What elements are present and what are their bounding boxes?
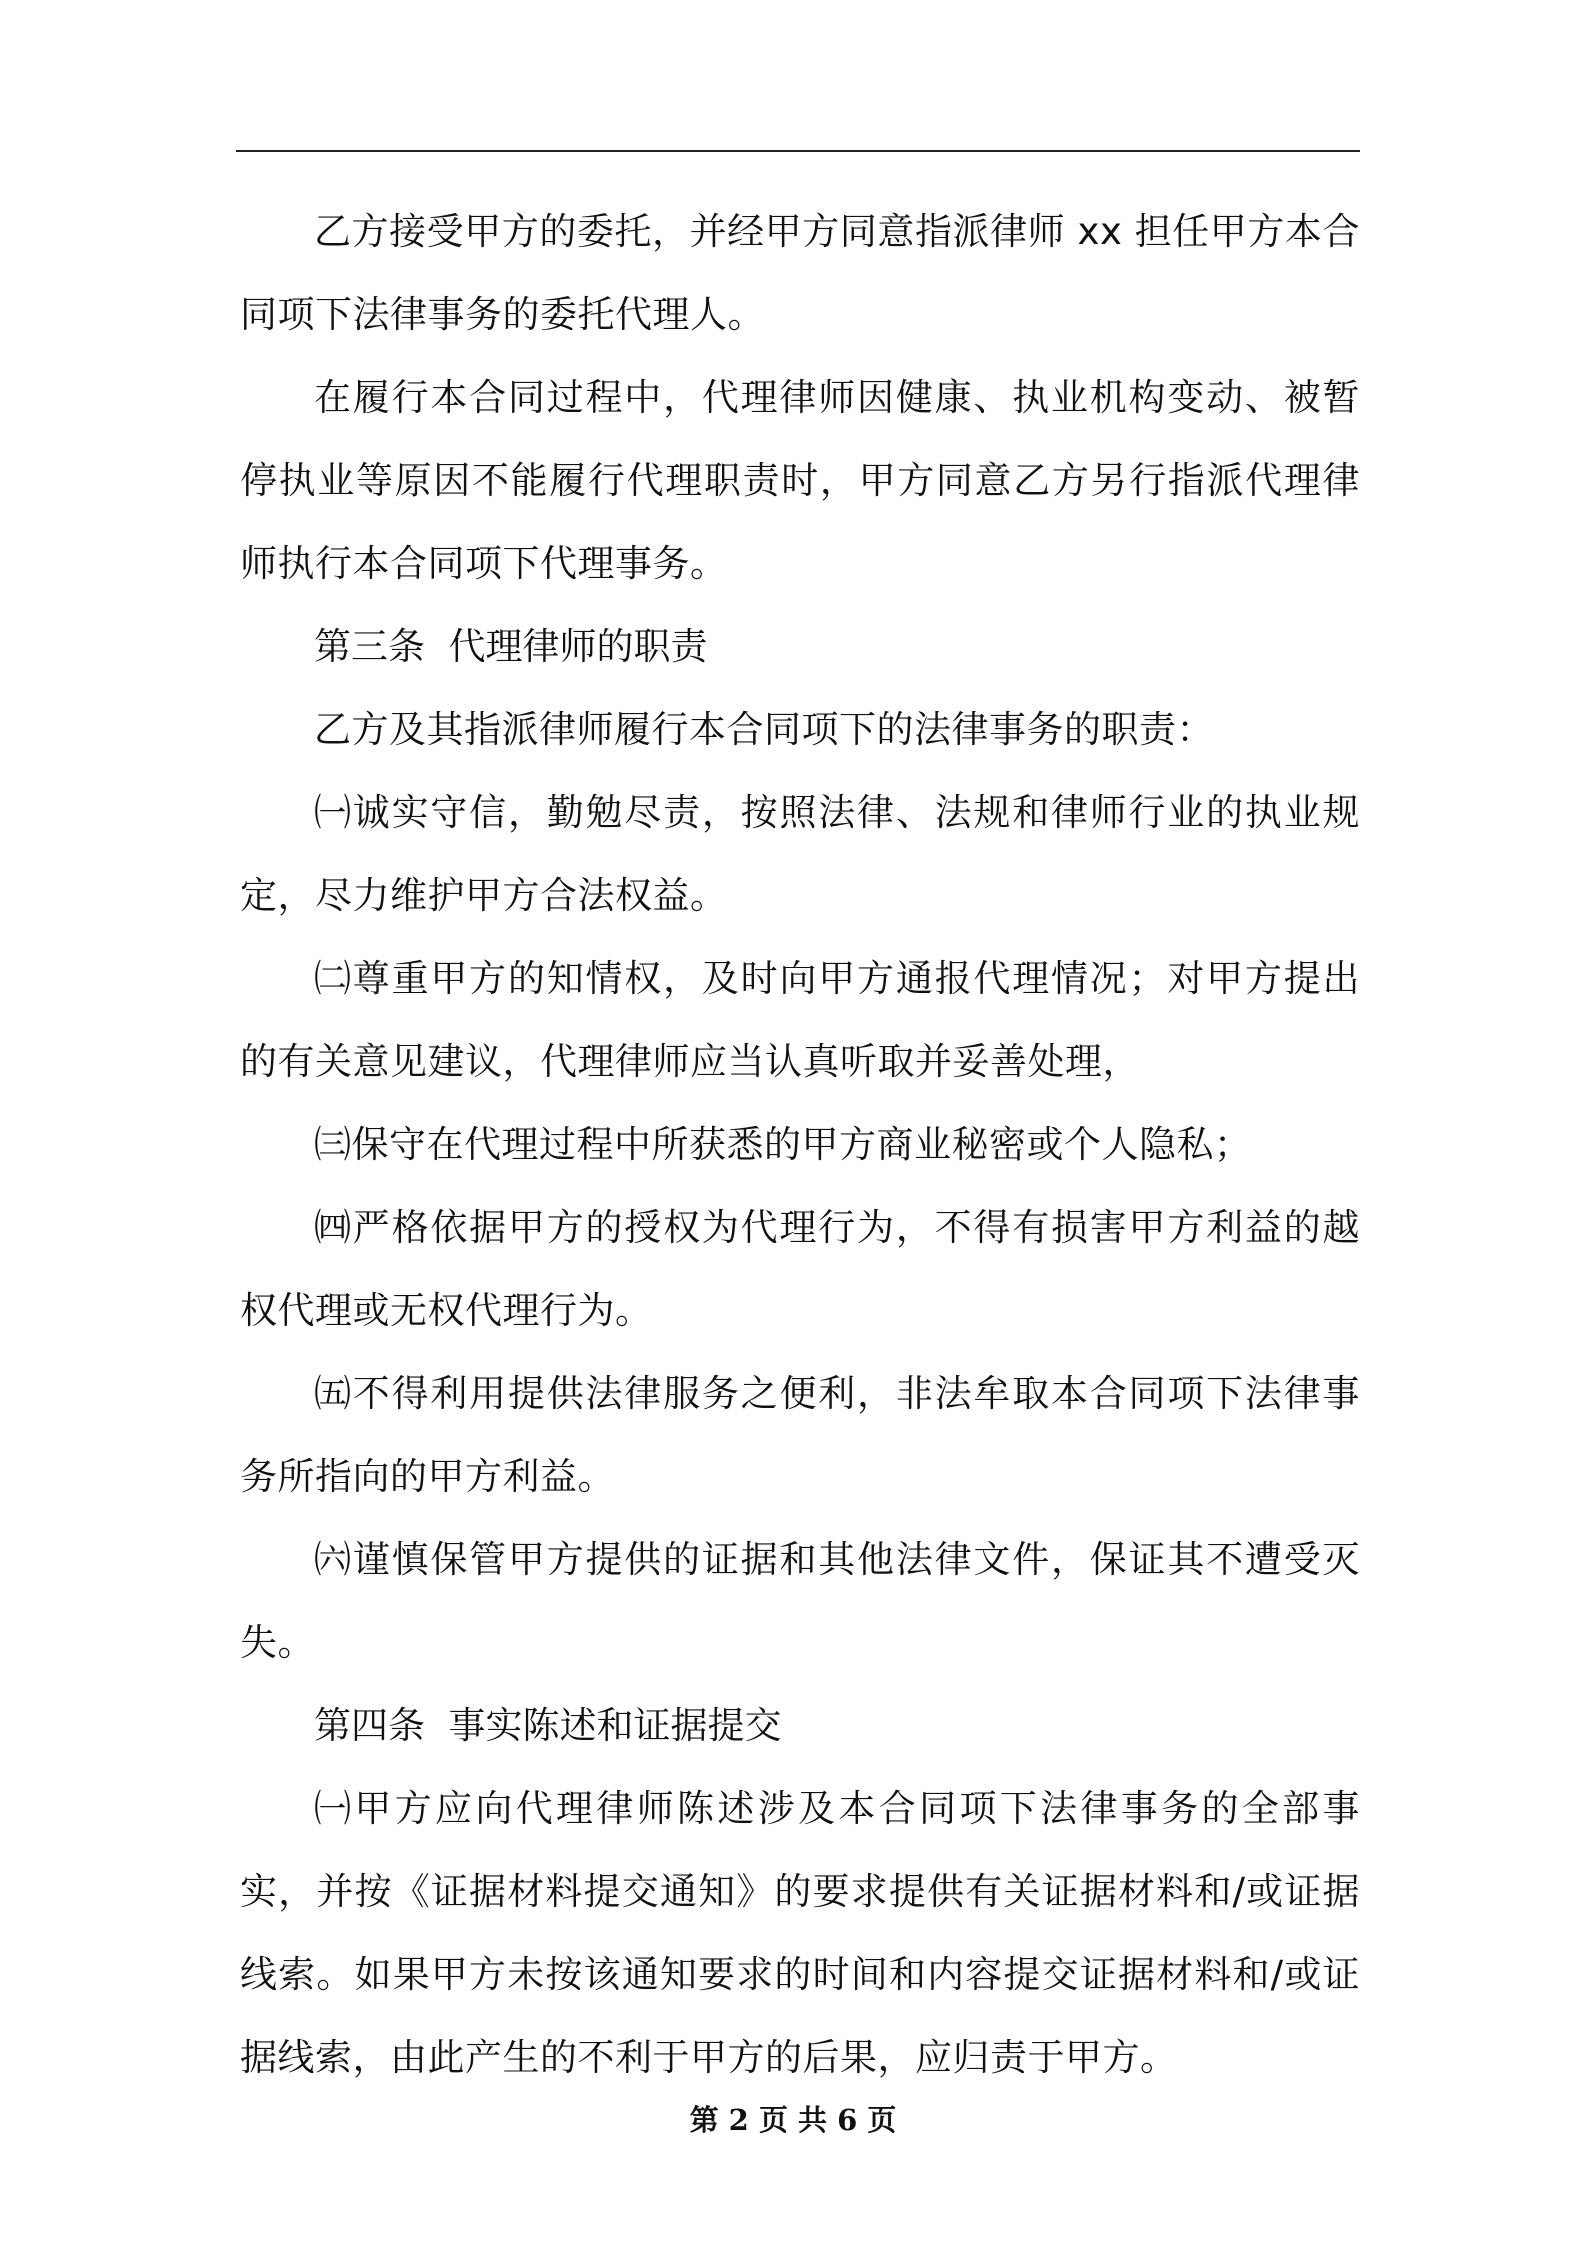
list-item: ㈤不得利用提供法律服务之便利，非法牟取本合同项下法律事务所指向的甲方利益。 (240, 1372, 1360, 1498)
article-heading: 第四条 事实陈述和证据提交 (314, 1704, 782, 1747)
list-item: ㈣严格依据甲方的授权为代理行为，不得有损害甲方利益的越权代理或无权代理行为。 (240, 1206, 1360, 1332)
list-item: ㈢保守在代理过程中所获悉的甲方商业秘密或个人隐私； (314, 1123, 1252, 1166)
paragraph: 乙方接受甲方的委托，并经甲方同意指派律师 xx 担任甲方本合同项下法律事务的委托代理人。 (240, 210, 1360, 336)
header-rule (236, 150, 1360, 152)
list-item: ㈠甲方应向代理律师陈述涉及本合同项下法律事务的全部事实，并按《证据材料提交通知》的要求提供有关证据材料和/或证据线索。如果甲方未按该通知要求的时间和内容提交证据材料和/或证据线索，由此产生的不利于甲方的后果，应归责于甲方。 (240, 1787, 1360, 2079)
list-item: ㈥谨慎保管甲方提供的证据和其他法律文件，保证其不遭受灭失。 (240, 1538, 1360, 1664)
page-number: 第 2 页 共 6 页 (689, 2103, 897, 2137)
document-body (240, 190, 1360, 2099)
paragraph: 在履行本合同过程中，代理律师因健康、执业机构变动、被暂停执业等原因不能履行代理职责时，甲方同意乙方另行指派代理律师执行本合同项下代理事务。 (240, 376, 1360, 585)
list-item: ㈠诚实守信，勤勉尽责，按照法律、法规和律师行业的执业规定，尽力维护甲方合法权益。 (240, 791, 1360, 917)
article-heading: 第三条 代理律师的职责 (314, 625, 708, 668)
list-item: ㈡尊重甲方的知情权，及时向甲方通报代理情况；对甲方提出的有关意见建议，代理律师应当认真听取并妥善处理， (240, 957, 1360, 1083)
paragraph: 乙方及其指派律师履行本合同项下的法律事务的职责： (314, 708, 1214, 751)
